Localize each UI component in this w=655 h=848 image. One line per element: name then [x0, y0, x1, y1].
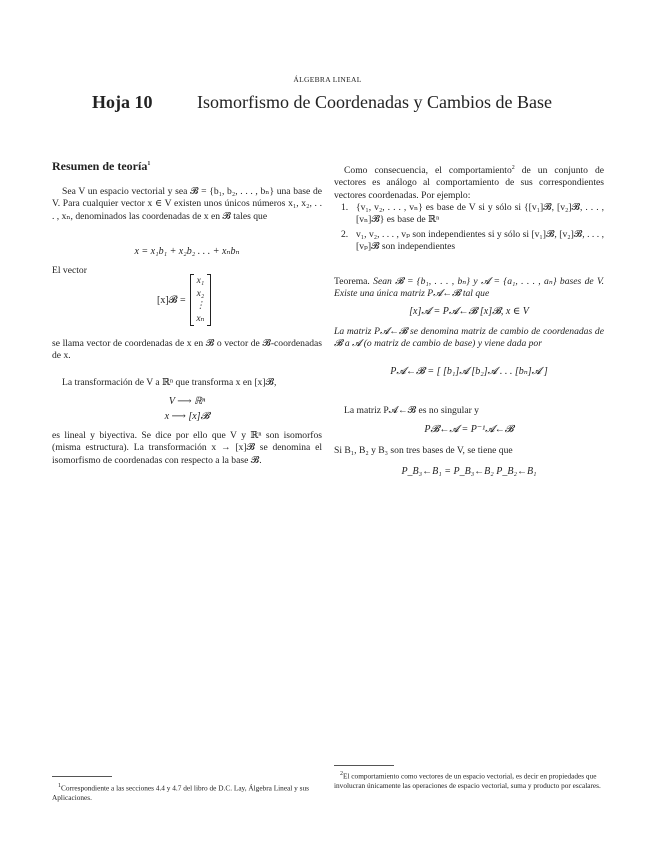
coordinate-vector-matrix	[190, 274, 212, 326]
list-item-number: 1.	[341, 202, 349, 213]
list-item-text: v₁, v₂, . . . , vₚ son independientes si y sólo si [v₁]𝓑, [v₂]𝓑, . . . , [vₚ]𝓑 son independientes	[356, 229, 604, 253]
course-name: ÁLGEBRA LINEAL	[293, 75, 362, 84]
section-title	[52, 159, 150, 174]
consequence-paragraph	[334, 162, 604, 202]
list-item-number: 2.	[341, 229, 349, 240]
footnote-2	[334, 770, 604, 790]
list-item	[341, 202, 604, 227]
change-of-basis-matrix: P𝓐←𝓑 = [ [b₁]𝓐 [b₂]𝓐 . . . [bₙ]𝓐 ]	[390, 366, 548, 377]
sheet-number: Hoja 10	[92, 92, 153, 112]
theorem-text: Sean 𝓑 = {b₁, . . . , bₙ} y 𝓐 = {a₁, . . . , aₙ} bases de V. Existe una única matriz P𝓐←𝓑 tal que	[334, 276, 604, 300]
footnote-2-text: El comportamiento como vectores de un espacio vectorial, es decir en propiedades que involucran únicamente las operaciones de espacio vectorial, suma y producto por escalares.	[334, 771, 601, 790]
theorem-label: Teorema.	[334, 276, 370, 287]
theorem-continuation: La matriz P𝓐←𝓑 se denomina matriz de cambio de coordenadas de 𝓑 a 𝓐 (o matriz de cambio de base) y viene dada por	[334, 326, 604, 350]
footnote-1-mark: 1	[58, 783, 61, 789]
vector-entry: x₂	[196, 288, 205, 299]
vector-entry: xₙ	[196, 313, 205, 324]
three-bases-statement: Si B₁, B₂ y B₃ son tres bases de V, se tiene que	[334, 445, 513, 456]
coordinate-vector-description: se llama vector de coordenadas de x en 𝓑 o vector de 𝓑-coordenadas de x.	[52, 338, 322, 362]
definition-paragraph: Sea V un espacio vectorial y sea 𝓑 = {b₁, b₂, . . . , bₙ} una base de V. Para cualquier vector x ∈ V existen unos únicos números x₁, x₂, . . . , xₙ, denominados las coordenadas de x en 𝓑 tales que	[52, 186, 322, 222]
coordinate-vector-equation	[157, 274, 211, 326]
footnote-rule-left	[52, 776, 112, 777]
nonsingular-statement: La matriz P𝓐←𝓑 es no singular y	[344, 405, 479, 416]
vector-intro: El vector	[52, 265, 87, 276]
vector-entry: x₁	[196, 276, 205, 286]
inverse-equation: P𝓑←𝓐 = P⁻¹𝓐←𝓑	[424, 424, 514, 435]
mapping-line-1: V ⟶ ℝⁿ	[168, 396, 206, 407]
vector-entry: ⋮	[195, 301, 206, 311]
composition-equation: P_B₃←B₁ = P_B₃←B₂ P_B₂←B₁	[401, 466, 537, 477]
consequence-text-a: Como consecuencia, el comportamiento	[344, 165, 512, 177]
footnote-1-text: Correspondiente a las secciones 4.4 y 4.7 del libro de D.C. Lay, Álgebra Lineal y sus Aplicaciones.	[52, 783, 309, 802]
transformation-intro: La transformación de V a ℝⁿ que transforma x en [x]𝓑,	[62, 377, 277, 388]
theorem-statement	[334, 276, 604, 301]
change-of-basis-equation: [x]𝓐 = P𝓐←𝓑 [x]𝓑, x ∈ V	[409, 306, 529, 317]
page-title: Isomorfismo de Coordenadas y Cambios de Base	[197, 92, 552, 112]
footnote-2-mark: 2	[340, 771, 343, 777]
consequence-text-b: de un conjunto de vectores es análogo al comportamiento de sus correspondientes vectores coordenadas. Por ejemplo:	[334, 165, 605, 201]
coordinate-equation: x = x₁b₁ + x₂b₂ . . . + xₙbₙ	[134, 246, 240, 257]
isomorphism-paragraph: es lineal y biyectiva. Se dice por ello que V y ℝⁿ son isomorfos (misma estructura). La transformación x → [x]𝓑 se denomina el isomorfismo de coordenadas con respecto a la base 𝓑.	[52, 430, 322, 466]
footnote-mark-1: 1	[147, 161, 151, 167]
mapping-line-2: x ⟶ [x]𝓑	[164, 411, 210, 422]
footnote-mark-2: 2	[511, 165, 515, 171]
footnote-1	[52, 782, 322, 802]
coordinate-vector-lhs: [x]𝓑 =	[157, 294, 186, 306]
footnote-rule-right	[334, 765, 394, 766]
list-item	[341, 229, 604, 254]
section-title-text: Resumen de teoría	[52, 159, 148, 173]
list-item-text: {v₁, v₂, . . . , vₙ} es base de V si y sólo si {[v₁]𝓑, [v₂]𝓑, . . . , [vₙ]𝓑} es base de ℝⁿ	[356, 202, 604, 226]
